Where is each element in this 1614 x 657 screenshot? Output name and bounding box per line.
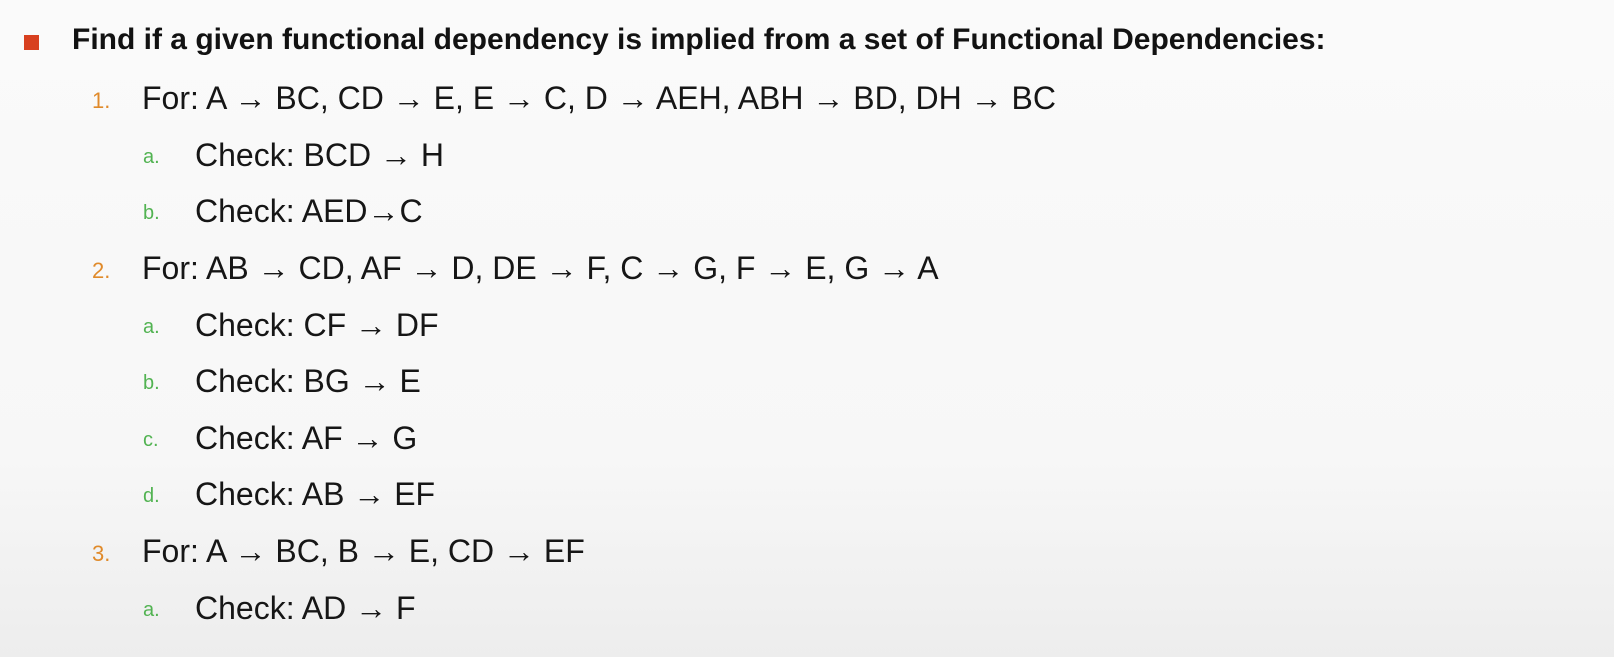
check-letter: b. xyxy=(143,202,160,224)
check-letter: a. xyxy=(143,316,160,338)
check-text: Check: BG → E xyxy=(195,363,421,399)
check-text: Check: AED→C xyxy=(195,193,423,229)
problem-fd-set: For: A → BC, B → E, CD → EF xyxy=(142,533,585,569)
problem-number: 1. xyxy=(92,88,111,113)
problem-number: 2. xyxy=(92,258,111,283)
square-bullet-icon xyxy=(24,35,39,50)
heading-row xyxy=(0,14,1614,74)
check-letter: c. xyxy=(143,429,159,451)
slide-heading: Find if a given functional dependency is implied from a set of Functional Dependencies: xyxy=(72,23,1326,56)
check-letter: a. xyxy=(143,599,160,621)
check-text: Check: AB → EF xyxy=(195,476,436,512)
check-text: Check: AF → G xyxy=(195,420,418,456)
check-letter: d. xyxy=(143,485,160,507)
problem-fd-set: For: A → BC, CD → E, E → C, D → AEH, ABH → BD, DH → BC xyxy=(142,80,1056,116)
check-letter: a. xyxy=(143,146,160,168)
check-text: Check: CF → DF xyxy=(195,307,439,343)
problem-number: 3. xyxy=(92,541,111,566)
check-letter: b. xyxy=(143,372,160,394)
check-text: Check: BCD → H xyxy=(195,137,444,173)
problem-fd-set: For: AB → CD, AF → D, DE → F, C → G, F → E, G → A xyxy=(142,250,939,286)
check-text: Check: AD → F xyxy=(195,590,416,626)
